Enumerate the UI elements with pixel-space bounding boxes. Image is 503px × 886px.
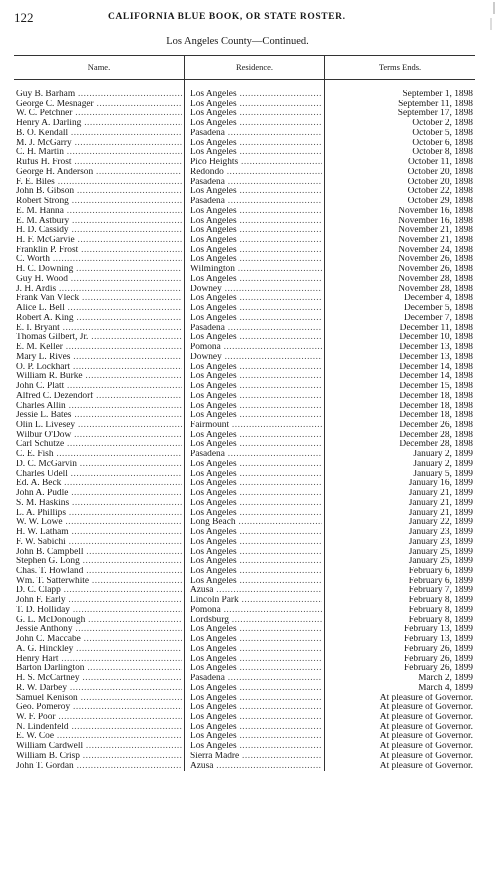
row-residence: Los Angeles ..... — [190, 363, 322, 373]
row-residence: Azusa ..... — [190, 586, 322, 596]
row-residence: Los Angeles ..... — [190, 577, 322, 587]
table-row — [14, 265, 475, 275]
row-name: S. M. Haskins ..... — [16, 499, 182, 509]
row-name: O. P. Lockhart ..... — [16, 363, 182, 373]
row-residence: Los Angeles ..... — [190, 664, 322, 674]
table-row — [14, 538, 475, 548]
row-residence: Pasadena ..... — [190, 450, 322, 460]
row-term: December 14, 1898 — [399, 362, 473, 372]
row-name: G. L. McDonough ..... — [16, 616, 182, 626]
row-residence: Los Angeles ..... — [190, 148, 322, 158]
row-residence: Los Angeles ..... — [190, 538, 322, 548]
table-row — [14, 606, 475, 616]
header-rule — [14, 79, 475, 80]
table-row — [14, 616, 475, 626]
row-residence: Los Angeles ..... — [190, 402, 322, 412]
row-residence: Pomona ..... — [190, 606, 322, 616]
table-row — [14, 178, 475, 188]
row-term: February 26, 1899 — [404, 654, 473, 664]
table-row — [14, 139, 475, 149]
row-residence: Los Angeles ..... — [190, 411, 322, 421]
col-header-name: Name. — [87, 62, 111, 72]
col-header-residence: Residence. — [235, 62, 274, 72]
row-residence: Los Angeles ..... — [190, 255, 322, 265]
row-residence: Lordsburg ..... — [190, 616, 322, 626]
row-residence: Los Angeles ..... — [190, 226, 322, 236]
row-term: October 2, 1898 — [412, 119, 473, 129]
row-term: November 24, 1898 — [398, 245, 473, 255]
table-row — [14, 90, 475, 100]
table-row — [14, 586, 475, 596]
table-row — [14, 246, 475, 256]
row-term: February 13, 1899 — [404, 625, 473, 635]
scan-edge — [474, 0, 503, 881]
row-residence: Azusa ..... — [190, 762, 322, 772]
row-name: George H. Anderson ..... — [16, 168, 182, 178]
table-row — [14, 109, 475, 119]
row-name: M. J. McGarry ..... — [16, 139, 182, 149]
row-term: January 23, 1899 — [408, 537, 473, 547]
row-name: Ed. A. Beck ..... — [16, 479, 182, 489]
row-residence: Los Angeles ..... — [190, 509, 322, 519]
table-row — [14, 275, 475, 285]
row-name: Alice L. Bell ..... — [16, 304, 182, 314]
row-residence: Los Angeles ..... — [190, 460, 322, 470]
row-term: December 28, 1898 — [399, 430, 473, 440]
row-residence: Los Angeles ..... — [190, 684, 322, 694]
row-term: February 6, 1899 — [408, 576, 473, 586]
section-title — [0, 36, 475, 47]
book-title: CALIFORNIA BLUE BOOK, OR STATE ROSTER. — [108, 12, 346, 22]
row-residence: Los Angeles ..... — [190, 694, 322, 704]
row-name: Charles Allin ..... — [16, 402, 182, 412]
table-row — [14, 343, 475, 353]
row-name: John C. Maccabe ..... — [16, 635, 182, 645]
row-name: C. E. Fish ..... — [16, 450, 182, 460]
row-residence: Los Angeles ..... — [190, 732, 322, 742]
row-term: October 29, 1898 — [407, 197, 473, 207]
row-term: December 7, 1898 — [404, 313, 473, 323]
row-term: March 4, 1899 — [418, 683, 473, 693]
row-name: Thomas Gilbert, Jr. ..... — [16, 333, 182, 343]
row-residence: Los Angeles ..... — [190, 187, 322, 197]
row-term: February 26, 1899 — [404, 644, 473, 654]
row-residence: Los Angeles ..... — [190, 275, 322, 285]
row-name: H. S. McCartney ..... — [16, 674, 182, 684]
row-name: N. Lindenfeld ..... — [16, 723, 182, 733]
row-name: Guy H. Wood ..... — [16, 275, 182, 285]
row-name: John F. Early ..... — [16, 596, 182, 606]
row-residence: Pasadena ..... — [190, 178, 322, 188]
row-name: H. W. Latham ..... — [16, 528, 182, 538]
row-name: Frank Van Vleck ..... — [16, 294, 182, 304]
table-row — [14, 129, 475, 139]
row-name: Samuel Kenison ..... — [16, 694, 182, 704]
row-name: H. D. Cassidy ..... — [16, 226, 182, 236]
row-term: November 21, 1898 — [398, 226, 473, 236]
row-term: February 26, 1899 — [404, 664, 473, 674]
row-residence: Los Angeles ..... — [190, 217, 322, 227]
row-term: January 25, 1899 — [408, 547, 473, 557]
row-name: John T. Gordan ..... — [16, 762, 182, 772]
row-name: Wm. T. Satterwhite ..... — [16, 577, 182, 587]
row-name: George C. Mesnager ..... — [16, 100, 182, 110]
row-residence: Pomona ..... — [190, 343, 322, 353]
row-name: John B. Gibson ..... — [16, 187, 182, 197]
row-name: E. M. Keller ..... — [16, 343, 182, 353]
row-term: February 8, 1899 — [408, 605, 473, 615]
table-row — [14, 557, 475, 567]
table-row — [14, 645, 475, 655]
row-name: Franklin P. Frost ..... — [16, 246, 182, 256]
table-row — [14, 655, 475, 665]
row-name: Mary L. Rives ..... — [16, 353, 182, 363]
table-row — [14, 577, 475, 587]
margin-mark — [474, 0, 503, 881]
row-term: December 4, 1898 — [404, 294, 473, 304]
row-residence: Los Angeles ..... — [190, 742, 322, 752]
table-row — [14, 294, 475, 304]
row-term: At pleasure of Governor. — [379, 722, 473, 732]
table-row — [14, 713, 475, 723]
table-row — [14, 421, 475, 431]
row-residence: Los Angeles ..... — [190, 499, 322, 509]
row-name: W. W. Lowe ..... — [16, 518, 182, 528]
row-name: C. H. Martin ..... — [16, 148, 182, 158]
row-name: L. A. Phillips ..... — [16, 509, 182, 519]
table-row — [14, 119, 475, 129]
row-name: E. W. Coe ..... — [16, 732, 182, 742]
table-row — [14, 694, 475, 704]
table-row — [14, 703, 475, 713]
row-name: A. G. Hinckley ..... — [16, 645, 182, 655]
table-row — [14, 596, 475, 606]
table-row — [14, 255, 475, 265]
row-residence: Los Angeles ..... — [190, 207, 322, 217]
row-term: January 23, 1899 — [408, 528, 473, 538]
table-row — [14, 723, 475, 733]
row-residence: Los Angeles ..... — [190, 635, 322, 645]
row-residence: Fairmount ..... — [190, 421, 322, 431]
row-term: November 21, 1898 — [398, 236, 473, 246]
row-name: Robert Strong ..... — [16, 197, 182, 207]
row-residence: Los Angeles ..... — [190, 372, 322, 382]
row-term: February 8, 1899 — [408, 596, 473, 606]
table-top-rule — [14, 55, 475, 56]
table-row — [14, 431, 475, 441]
row-term: November 26, 1898 — [398, 255, 473, 265]
table-row — [14, 625, 475, 635]
row-name: C. Worth ..... — [16, 255, 182, 265]
table-row — [14, 664, 475, 674]
row-name: John C. Platt ..... — [16, 382, 182, 392]
row-term: November 28, 1898 — [398, 274, 473, 284]
row-term: October 20, 1898 — [407, 177, 473, 187]
row-name: R. W. Darbey ..... — [16, 684, 182, 694]
roster-table — [14, 55, 475, 771]
row-name: F. E. Biles ..... — [16, 178, 182, 188]
row-term: At pleasure of Governor. — [379, 761, 473, 771]
table-row — [14, 732, 475, 742]
row-residence: Long Beach ..... — [190, 518, 322, 528]
row-term: December 18, 1898 — [399, 401, 473, 411]
table-row — [14, 450, 475, 460]
row-term: January 22, 1899 — [408, 518, 473, 528]
row-name: Olin L. Livesey ..... — [16, 421, 182, 431]
row-term: December 13, 1898 — [399, 343, 473, 353]
table-row — [14, 236, 475, 246]
table-row — [14, 528, 475, 538]
table-row — [14, 411, 475, 421]
row-name: Robert A. King ..... — [16, 314, 182, 324]
row-name: B. O. Kendall ..... — [16, 129, 182, 139]
row-term: January 2, 1899 — [413, 459, 473, 469]
row-residence: Los Angeles ..... — [190, 548, 322, 558]
row-term: February 13, 1899 — [404, 635, 473, 645]
row-name: Charles Udell ..... — [16, 470, 182, 480]
row-residence: Los Angeles ..... — [190, 392, 322, 402]
row-residence: Los Angeles ..... — [190, 119, 322, 129]
row-term: February 8, 1899 — [408, 615, 473, 625]
row-residence: Downey ..... — [190, 285, 322, 295]
row-term: November 16, 1898 — [398, 216, 473, 226]
table-row — [14, 382, 475, 392]
table-row — [14, 363, 475, 373]
row-name: Chas. T. Howland ..... — [16, 567, 182, 577]
row-residence: Los Angeles ..... — [190, 557, 322, 567]
table-row — [14, 460, 475, 470]
row-residence: Los Angeles ..... — [190, 655, 322, 665]
row-term: January 21, 1899 — [408, 508, 473, 518]
table-row — [14, 324, 475, 334]
row-term: December 13, 1898 — [399, 352, 473, 362]
row-term: October 22, 1898 — [407, 187, 473, 197]
table-row — [14, 567, 475, 577]
row-name: Carl Schutze ..... — [16, 440, 182, 450]
row-residence: Los Angeles ..... — [190, 304, 322, 314]
row-name: F. W. Sabichi ..... — [16, 538, 182, 548]
row-name: John A. Pudle ..... — [16, 489, 182, 499]
row-name: Guy B. Barham ..... — [16, 90, 182, 100]
row-name: Alfred C. Dezendorf ..... — [16, 392, 182, 402]
row-residence: Los Angeles ..... — [190, 528, 322, 538]
table-row — [14, 333, 475, 343]
table-row — [14, 187, 475, 197]
row-name: William Cardwell ..... — [16, 742, 182, 752]
table-row — [14, 440, 475, 450]
row-term: October 20, 1898 — [407, 167, 473, 177]
table-row — [14, 314, 475, 324]
row-term: October 11, 1898 — [407, 158, 473, 168]
row-term: October 5, 1898 — [412, 128, 473, 138]
row-term: September 1, 1898 — [402, 90, 473, 99]
row-term: At pleasure of Governor. — [379, 713, 473, 722]
row-term: January 21, 1899 — [408, 489, 473, 499]
row-name: H. C. Downing ..... — [16, 265, 182, 275]
table-row — [14, 226, 475, 236]
row-residence: Los Angeles ..... — [190, 333, 322, 343]
row-name: W. F. Poor ..... — [16, 713, 182, 723]
row-term: November 16, 1898 — [398, 206, 473, 216]
page-number: 122 — [14, 10, 34, 25]
row-term: December 11, 1898 — [399, 323, 473, 333]
row-name: Geo. Pomeroy ..... — [16, 703, 182, 713]
row-name: Stephen G. Long ..... — [16, 557, 182, 567]
row-term: At pleasure of Governor. — [379, 751, 473, 761]
row-residence: Los Angeles ..... — [190, 294, 322, 304]
row-term: September 11, 1898 — [398, 99, 473, 109]
row-term: March 2, 1899 — [418, 674, 473, 684]
row-name: D. C. Clapp ..... — [16, 586, 182, 596]
running-header — [14, 10, 489, 26]
section-title-text: Los Angeles County—Continued. — [166, 36, 309, 47]
row-residence: Los Angeles ..... — [190, 431, 322, 441]
table-row — [14, 470, 475, 480]
row-name: W. C. Petchner ..... — [16, 109, 182, 119]
row-residence: Wilmington ..... — [190, 265, 322, 275]
row-term: February 6, 1899 — [408, 566, 473, 576]
row-name: William R. Burke ..... — [16, 372, 182, 382]
row-name: T. D. Holliday ..... — [16, 606, 182, 616]
row-name: E. M. Astbury ..... — [16, 217, 182, 227]
row-name: Henry A. Darling ..... — [16, 119, 182, 129]
row-residence: Los Angeles ..... — [190, 139, 322, 149]
row-residence: Los Angeles ..... — [190, 314, 322, 324]
row-residence: Los Angeles ..... — [190, 470, 322, 480]
row-residence: Los Angeles ..... — [190, 90, 322, 100]
row-residence: Pasadena ..... — [190, 129, 322, 139]
row-residence: Los Angeles ..... — [190, 479, 322, 489]
row-residence: Los Angeles ..... — [190, 489, 322, 499]
table-row — [14, 402, 475, 412]
row-residence: Sierra Madre ..... — [190, 752, 322, 762]
table-row — [14, 635, 475, 645]
row-name: Jessie Anthony ..... — [16, 625, 182, 635]
row-residence: Pasadena ..... — [190, 197, 322, 207]
row-term: November 26, 1898 — [398, 265, 473, 275]
table-row — [14, 304, 475, 314]
row-residence: Los Angeles ..... — [190, 723, 322, 733]
table-row — [14, 197, 475, 207]
row-term: December 26, 1898 — [399, 420, 473, 430]
table-body — [14, 90, 475, 771]
row-term: December 15, 1898 — [399, 382, 473, 392]
row-term: December 28, 1898 — [399, 440, 473, 450]
row-residence: Los Angeles ..... — [190, 645, 322, 655]
table-row — [14, 752, 475, 762]
row-term: January 5, 1899 — [413, 469, 473, 479]
row-term: February 7, 1899 — [408, 586, 473, 596]
row-name: John B. Campbell ..... — [16, 548, 182, 558]
table-row — [14, 148, 475, 158]
row-name: E. I. Bryant ..... — [16, 324, 182, 334]
table-row — [14, 674, 475, 684]
table-row — [14, 509, 475, 519]
row-term: At pleasure of Governor. — [379, 732, 473, 742]
row-term: January 16, 1899 — [408, 479, 473, 489]
row-residence: Los Angeles ..... — [190, 713, 322, 723]
row-name: J. H. Ardis ..... — [16, 285, 182, 295]
row-residence: Los Angeles ..... — [190, 246, 322, 256]
row-residence: Los Angeles ..... — [190, 382, 322, 392]
table-row — [14, 684, 475, 694]
table-row — [14, 518, 475, 528]
row-term: December 18, 1898 — [399, 391, 473, 401]
row-name: Barton Darlington ..... — [16, 664, 182, 674]
table-row — [14, 100, 475, 110]
table-row — [14, 285, 475, 295]
table-row — [14, 158, 475, 168]
row-name: D. C. McGarvin ..... — [16, 460, 182, 470]
row-term: December 10, 1898 — [399, 333, 473, 343]
table-row — [14, 168, 475, 178]
row-residence: Lincoln Park ..... — [190, 596, 322, 606]
table-row — [14, 372, 475, 382]
table-row — [14, 762, 475, 772]
row-residence: Los Angeles ..... — [190, 100, 322, 110]
row-residence: Downey ..... — [190, 353, 322, 363]
table-row — [14, 479, 475, 489]
table-row — [14, 207, 475, 217]
row-term: January 25, 1899 — [408, 557, 473, 567]
row-term: January 21, 1899 — [408, 498, 473, 508]
row-term: At pleasure of Governor. — [379, 703, 473, 713]
row-residence: Los Angeles ..... — [190, 109, 322, 119]
row-term: At pleasure of Governor. — [379, 693, 473, 703]
row-name: Wilbur O'Dow ..... — [16, 431, 182, 441]
row-term: October 6, 1898 — [412, 138, 473, 148]
table-row — [14, 353, 475, 363]
row-residence: Los Angeles ..... — [190, 440, 322, 450]
row-term: December 5, 1898 — [404, 304, 473, 314]
row-term: December 18, 1898 — [399, 411, 473, 421]
row-name: E. M. Hanna ..... — [16, 207, 182, 217]
row-term: October 8, 1898 — [412, 148, 473, 158]
row-residence: Pasadena ..... — [190, 324, 322, 334]
row-name: Henry Hart ..... — [16, 655, 182, 665]
row-term: January 2, 1899 — [413, 450, 473, 460]
row-name: Jessie L. Bates ..... — [16, 411, 182, 421]
row-term: September 17, 1898 — [397, 109, 473, 119]
table-row — [14, 392, 475, 402]
row-name: Rufus H. Frost ..... — [16, 158, 182, 168]
table-row — [14, 499, 475, 509]
row-name: William B. Crisp ..... — [16, 752, 182, 762]
row-term: December 14, 1898 — [399, 372, 473, 382]
row-name: H. F. McGarvie ..... — [16, 236, 182, 246]
table-row — [14, 548, 475, 558]
row-term: November 28, 1898 — [398, 284, 473, 294]
table-row — [14, 217, 475, 227]
table-row — [14, 489, 475, 499]
row-residence: Los Angeles ..... — [190, 567, 322, 577]
row-residence: Pasadena ..... — [190, 674, 322, 684]
row-residence: Los Angeles ..... — [190, 625, 322, 635]
row-term: At pleasure of Governor. — [379, 742, 473, 752]
row-residence: Pico Heights ..... — [190, 158, 322, 168]
row-residence: Los Angeles ..... — [190, 236, 322, 246]
table-row — [14, 742, 475, 752]
row-residence: Redondo ..... — [190, 168, 322, 178]
row-residence: Los Angeles ..... — [190, 703, 322, 713]
col-header-term: Terms Ends. — [378, 62, 422, 72]
